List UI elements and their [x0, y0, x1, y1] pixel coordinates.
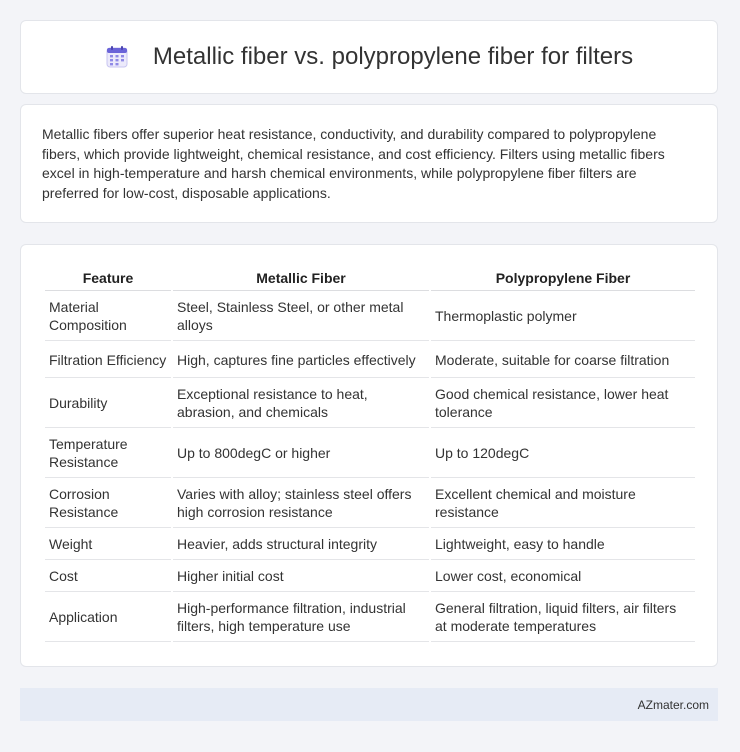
metallic-cell: High, captures fine particles effectively: [173, 342, 429, 378]
polypropylene-cell: General filtration, liquid filters, air filters at moderate temperatures: [431, 593, 695, 642]
comparison-table: [43, 265, 697, 643]
header-metallic-fiber: Metallic Fiber: [173, 266, 429, 291]
table-row: [45, 429, 695, 478]
page-title: Metallic fiber vs. polypropylene fiber for filters: [152, 43, 634, 70]
title-card: [20, 20, 718, 94]
table-row: [45, 342, 695, 378]
polypropylene-cell: Good chemical resistance, lower heat tolerance: [431, 379, 695, 428]
summary-card: [20, 104, 718, 223]
feature-cell: Corrosion Resistance: [45, 479, 171, 528]
comparison-card: [20, 244, 718, 667]
calendar-icon: [105, 45, 129, 69]
header-feature: Feature: [45, 266, 171, 291]
metallic-cell: Higher initial cost: [173, 561, 429, 592]
feature-cell: Material Composition: [45, 292, 171, 341]
feature-cell: Durability: [45, 379, 171, 428]
table-row: [45, 593, 695, 642]
table-row: [45, 529, 695, 560]
table-row: [45, 561, 695, 592]
footer: [20, 688, 718, 721]
title-row: [105, 43, 633, 71]
feature-cell: Application: [45, 593, 171, 642]
table-row: [45, 379, 695, 428]
polypropylene-cell: Lightweight, easy to handle: [431, 529, 695, 560]
feature-cell: Cost: [45, 561, 171, 592]
polypropylene-cell: Thermoplastic polymer: [431, 292, 695, 341]
feature-cell: Filtration Efficiency: [45, 342, 171, 378]
feature-cell: Weight: [45, 529, 171, 560]
metallic-cell: Heavier, adds structural integrity: [173, 529, 429, 560]
metallic-cell: Varies with alloy; stainless steel offers high corrosion resistance: [173, 479, 429, 528]
footer-brand: AZmater.com: [637, 697, 709, 712]
header-polypropylene-fiber: Polypropylene Fiber: [431, 266, 695, 291]
table-row: [45, 292, 695, 341]
table-header-row: [45, 266, 695, 291]
feature-cell: Temperature Resistance: [45, 429, 171, 478]
metallic-cell: Steel, Stainless Steel, or other metal alloys: [173, 292, 429, 341]
table-row: [45, 479, 695, 528]
polypropylene-cell: Up to 120degC: [431, 429, 695, 478]
metallic-cell: High-performance filtration, industrial filters, high temperature use: [173, 593, 429, 642]
metallic-cell: Up to 800degC or higher: [173, 429, 429, 478]
summary-paragraph: Metallic fibers offer superior heat resistance, conductivity, and durability compared to polypropylene fibers, which provide lightweight, chemical resistance, and cost efficiency. Filters using metallic fibers excel in high-temperature and harsh chemical environments, while polypropylene fiber filters are preferred for low-cost, disposable applications.: [42, 126, 665, 201]
polypropylene-cell: Excellent chemical and moisture resistance: [431, 479, 695, 528]
metallic-cell: Exceptional resistance to heat, abrasion, and chemicals: [173, 379, 429, 428]
polypropylene-cell: Moderate, suitable for coarse filtration: [431, 342, 695, 378]
polypropylene-cell: Lower cost, economical: [431, 561, 695, 592]
